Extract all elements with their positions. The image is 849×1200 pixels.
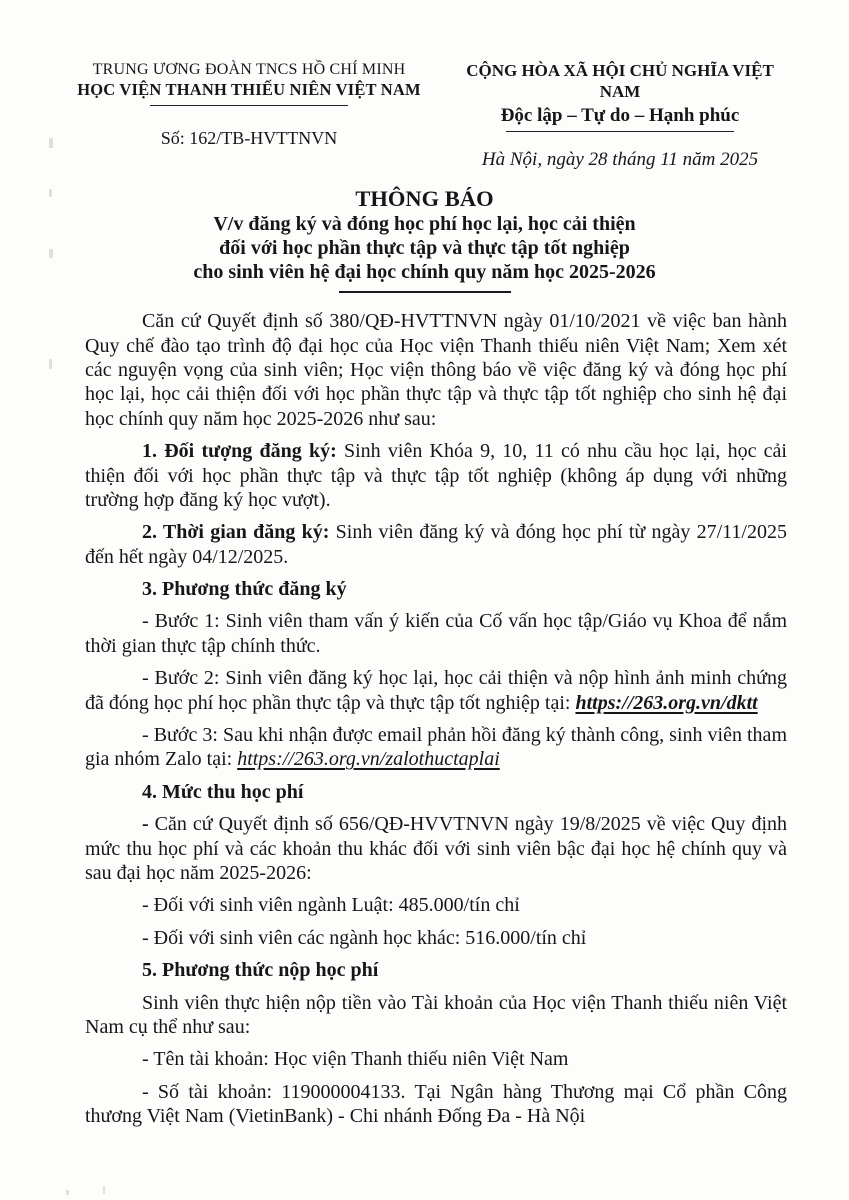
payment-intro	[85, 991, 787, 1040]
step-1	[85, 609, 787, 658]
fee-law	[85, 893, 787, 917]
text-run: 4. Mức thu học phí	[142, 780, 304, 803]
text-run: -	[142, 813, 155, 836]
document-subtitle-line-1: V/v đăng ký và đóng học phí học lại, học cải thiện	[213, 213, 636, 236]
fee-other	[85, 926, 787, 950]
section-5-heading	[85, 958, 787, 982]
fee-basis	[85, 812, 787, 885]
scan-artifact	[103, 1186, 105, 1194]
section-4-heading	[85, 780, 787, 804]
section-3-heading	[85, 577, 787, 601]
national-title: CỘNG HÒA XÃ HỘI CHỦ NGHĨA VIỆT NAM	[466, 61, 774, 102]
registration-link[interactable]: https://263.org.vn/dktt	[575, 691, 758, 714]
account-name	[85, 1047, 787, 1071]
scan-artifact	[49, 249, 53, 258]
section-1-doi-tuong	[85, 439, 787, 512]
org-parent-name: TRUNG ƯƠNG ĐOÀN TNCS HỒ CHÍ MINH	[92, 61, 406, 78]
text-run: - Bước 3: Sau khi nhận được email phản hồi đăng ký thành công, sinh viên tham gia nhóm Zalo tại:	[85, 724, 787, 771]
document-subtitle-line-3: cho sinh viên hệ đại học chính quy năm học 2025-2026	[193, 260, 656, 283]
motto-underline	[506, 131, 734, 132]
scan-artifact	[49, 189, 52, 197]
text-run: Căn cứ Quyết định số 380/QĐ-HVTTNVN ngày 01/10/2021 về việc ban hành Quy chế đào tạo trình độ đại học của Học viện Thanh thiếu niên Việt Nam; Xem xét các nguyện vọng của sinh viên; Học viện thông báo về việc đăng ký và đóng học phí học lại, học cải thiện đối với học phần thực tập và thực tập tốt nghiệp cho sinh hệ đại học chính quy năm học 2025-2026 như sau:	[85, 310, 787, 430]
org-name: HỌC VIỆN THANH THIẾU NIÊN VIỆT NAM	[77, 80, 421, 99]
document-body	[85, 309, 787, 1128]
text-run: 1. Đối tượng đăng ký:	[142, 440, 344, 463]
org-underline	[150, 105, 348, 106]
account-number	[85, 1080, 787, 1129]
title-underline	[339, 291, 511, 293]
text-run: Sinh viên đăng ký và đóng học phí từ ngày 27/11/2025 đến hết ngày 04/12/2025.	[85, 521, 787, 568]
text-run: - Tên tài khoản: Học viện Thanh thiếu niên Việt Nam	[142, 1048, 569, 1071]
text-run: Sinh viên Khóa 9, 10, 11 có nhu cầu học lại, học cải thiện đối với học phần thực tập và thực tập tốt nghiệp (không áp dụng với những trường hợp đăng ký học vượt).	[85, 440, 787, 511]
section-2-thoi-gian	[85, 520, 787, 569]
national-header-block	[452, 60, 788, 171]
scan-artifact	[66, 1190, 69, 1195]
document-title: THÔNG BÁO	[355, 186, 494, 212]
scan-artifact	[49, 359, 52, 369]
issuing-org-block	[60, 60, 438, 171]
zalo-group-link[interactable]: https://263.org.vn/zalothuctaplai	[237, 748, 500, 771]
place-date-line: Hà Nội, ngày 28 tháng 11 năm 2025	[481, 149, 759, 171]
text-run: Sinh viên thực hiện nộp tiền vào Tài khoản của Học viện Thanh thiếu niên Việt Nam cụ thể như sau:	[85, 991, 787, 1038]
step-3	[85, 723, 787, 772]
scan-artifact	[49, 138, 53, 148]
text-run: 3. Phương thức đăng ký	[142, 578, 347, 601]
document-number: Số: 162/TB-HVTTNVN	[160, 127, 338, 148]
document-subtitle-line-2: đối với học phần thực tập và thực tập tốt nghiệp	[219, 236, 630, 259]
text-run: - Bước 1: Sinh viên tham vấn ý kiến của Cố vấn học tập/Giáo vụ Khoa để nắm thời gian thực tập chính thức.	[85, 610, 787, 657]
text-run: - Đối với sinh viên ngành Luật: 485.000/tín chỉ	[142, 894, 520, 917]
title-block	[0, 185, 849, 293]
text-run: - Số tài khoản: 119000004133. Tại Ngân hàng Thương mại Cổ phần Công thương Việt Nam (VietinBank) - Chi nhánh Đống Đa - Hà Nội	[85, 1080, 787, 1128]
national-motto: Độc lập – Tự do – Hạnh phúc	[500, 104, 740, 126]
text-run: 5. Phương thức nộp học phí	[142, 959, 379, 982]
document-header	[0, 0, 849, 171]
text-run: 2. Thời gian đăng ký:	[142, 521, 336, 544]
step-2	[85, 666, 787, 715]
text-run: - Bước 2: Sinh viên đăng ký học lại, học cải thiện và nộp hình ảnh minh chứng đã đóng học phí học phần thực tập và thực tập tốt nghiệp tại:	[85, 667, 787, 714]
intro-paragraph	[85, 309, 787, 431]
text-run: - Đối với sinh viên các ngành học khác: 516.000/tín chỉ	[142, 926, 587, 949]
text-run: Căn cứ Quyết định số 656/QĐ-HVVTNVN ngày 19/8/2025 về việc Quy định mức thu học phí và các khoản thu khác đối với sinh viên bậc đại học hệ chính quy và sau đại học năm 2025-2026:	[85, 813, 787, 884]
